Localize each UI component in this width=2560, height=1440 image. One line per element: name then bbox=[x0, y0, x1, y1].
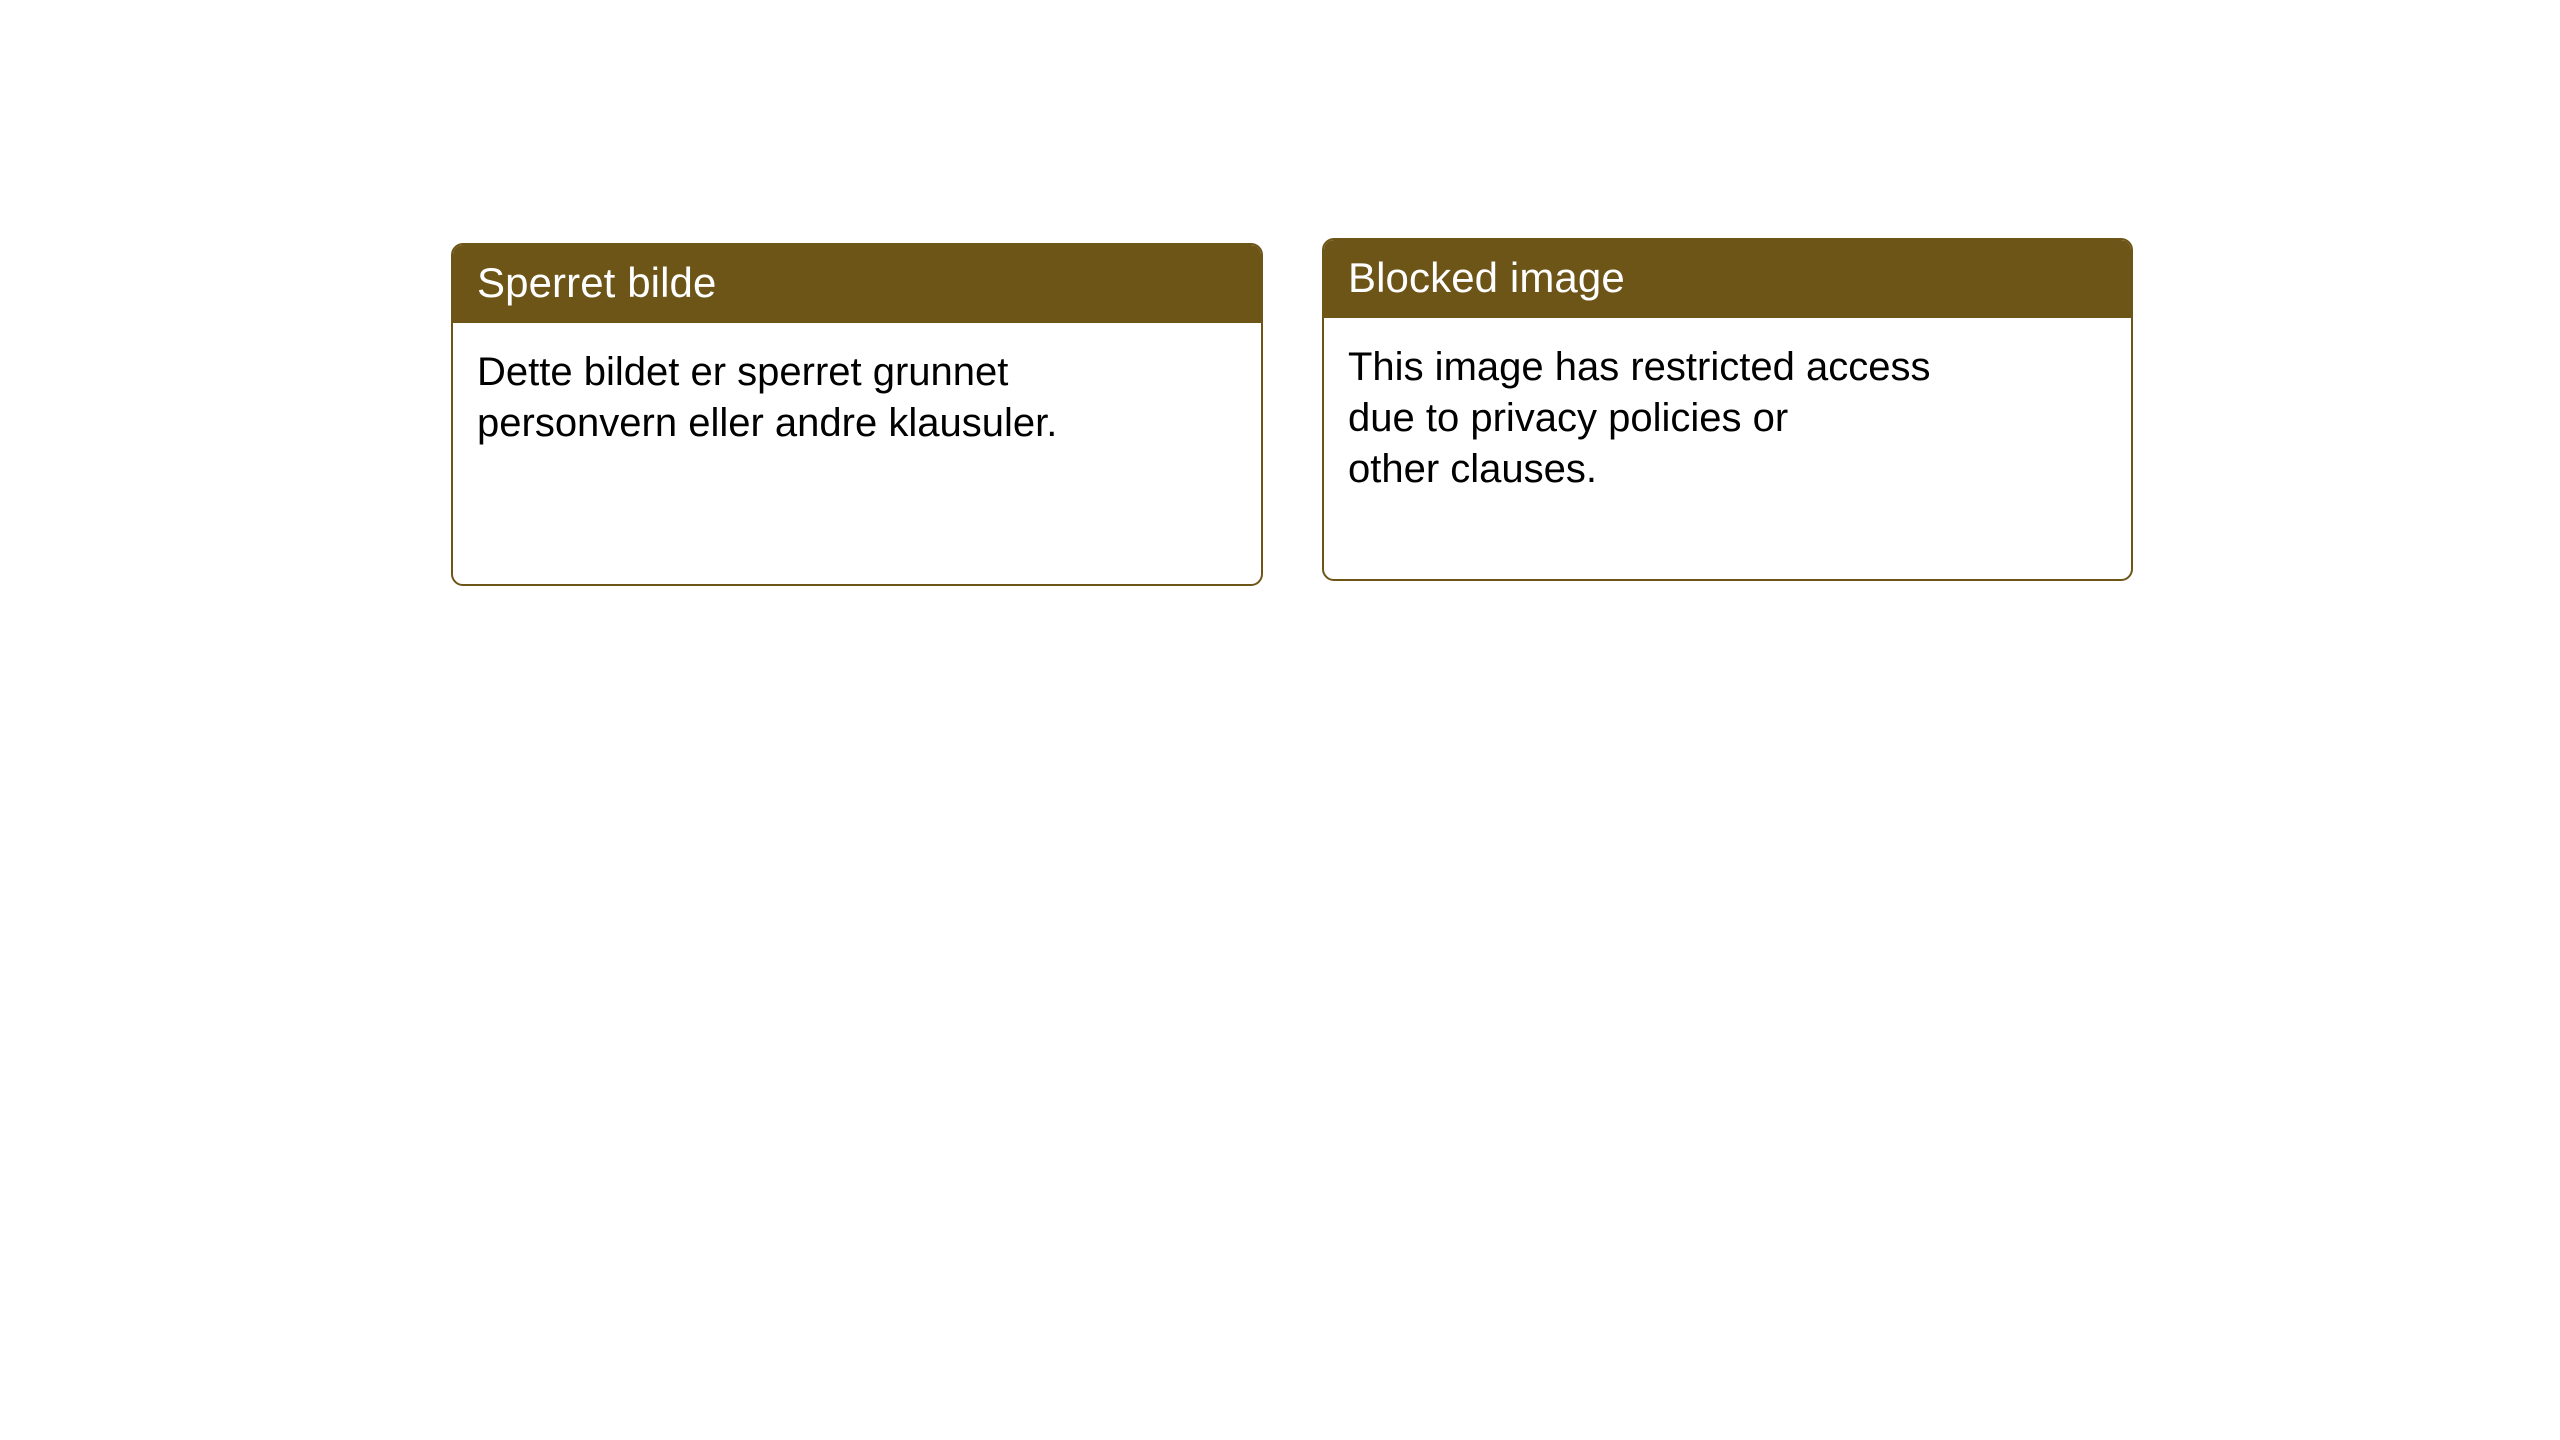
card-body-en bbox=[1324, 318, 2131, 496]
card-body-line: This image has restricted access bbox=[1348, 345, 1931, 389]
blocked-image-notice-card-no bbox=[451, 243, 1263, 586]
card-title-no: Sperret bilde bbox=[453, 245, 1261, 323]
card-body-no bbox=[453, 323, 1261, 449]
card-title-en: Blocked image bbox=[1324, 240, 2131, 318]
card-body-line: Dette bildet er sperret grunnet bbox=[477, 350, 1009, 394]
card-body-line: personvern eller andre klausuler. bbox=[477, 401, 1058, 446]
card-body-line: due to privacy policies or bbox=[1348, 396, 1789, 441]
blocked-image-notice-card-en bbox=[1322, 238, 2133, 581]
card-body-line: other clauses. bbox=[1348, 447, 1598, 492]
